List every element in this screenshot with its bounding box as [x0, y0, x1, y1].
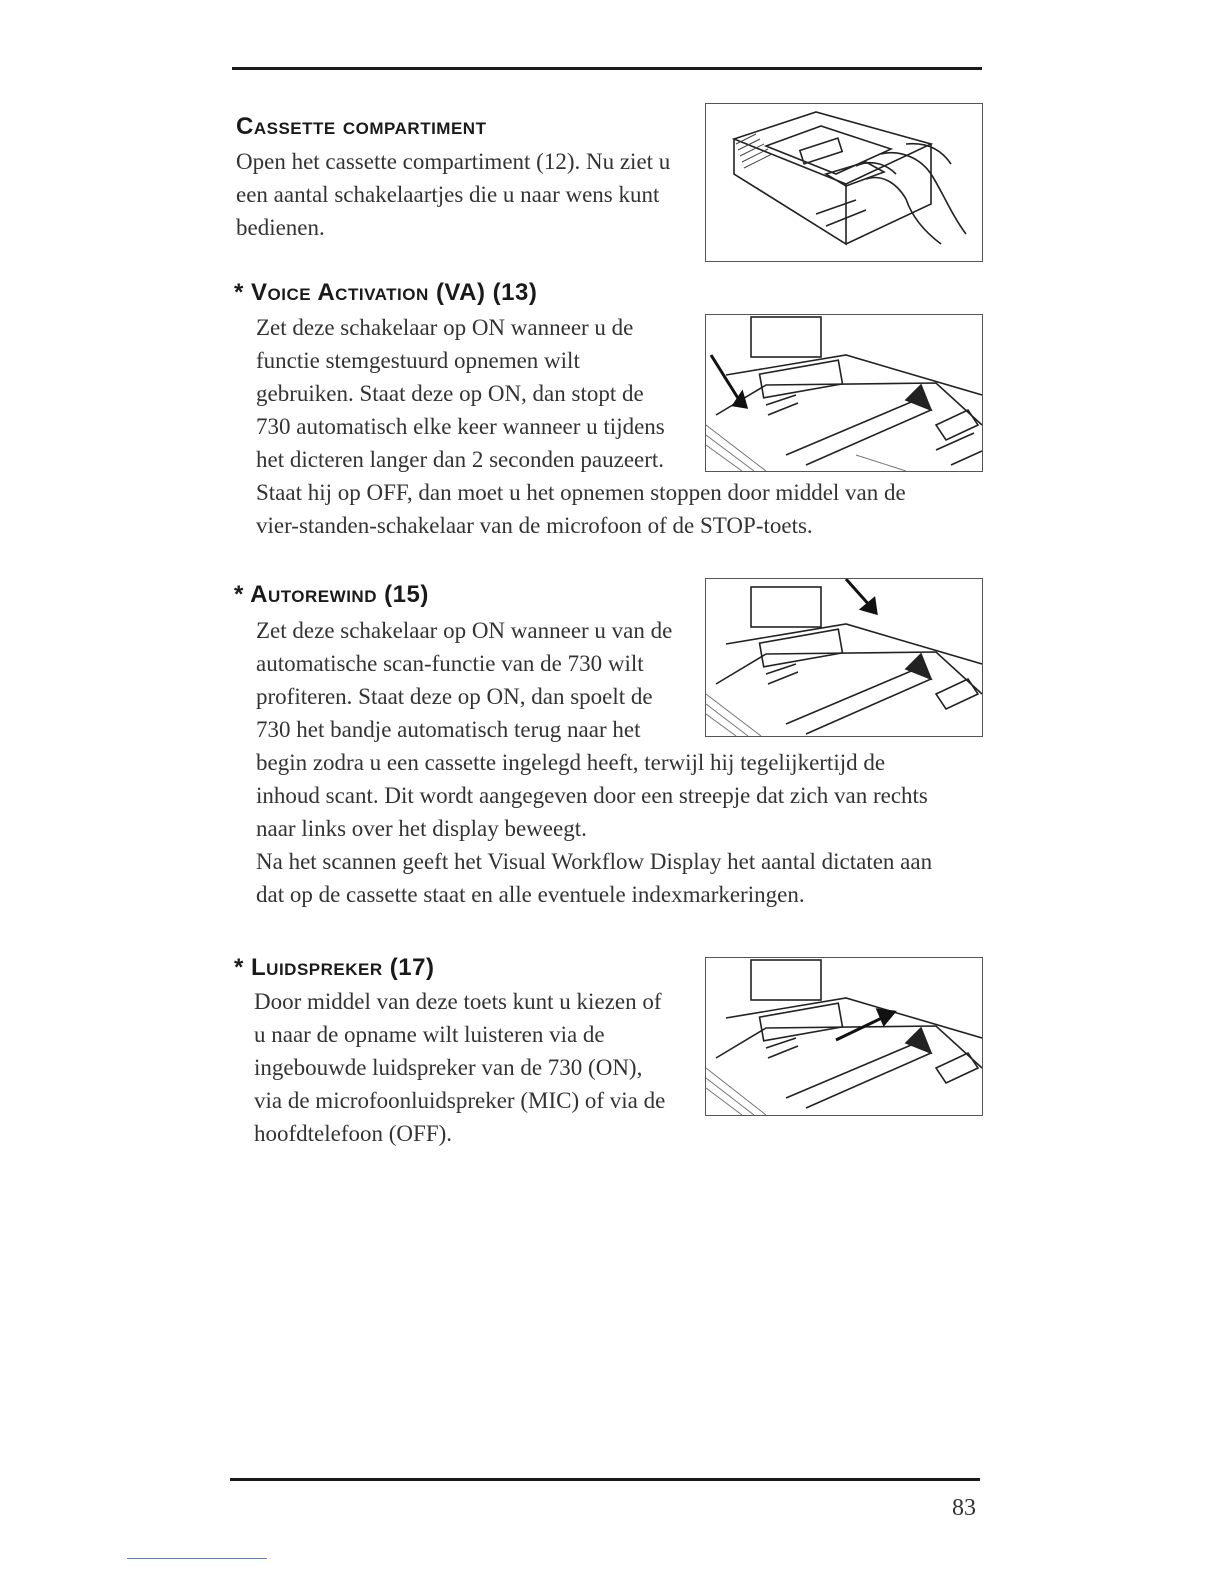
heading-voice-activation: * Voice Activation (VA) (13) — [234, 279, 538, 306]
top-rule — [232, 67, 982, 70]
text-line: via de microfoonluidspreker (MIC) of via de — [254, 1088, 666, 1113]
text-line: profiteren. Staat deze op ON, dan spoelt de — [256, 684, 653, 709]
text-line: begin zodra u een cassette ingelegd heeft, terwijl hij tegelijkertijd de — [256, 750, 886, 775]
text-line: ingebouwde luidspreker van de 730 (ON), — [254, 1055, 643, 1080]
text-line: Zet deze schakelaar op ON wanneer u van de — [256, 618, 673, 643]
text-line: Open het cassette compartiment (12). Nu ziet u — [236, 149, 671, 174]
text-line: automatische scan-functie van de 730 wilt — [256, 651, 644, 676]
figure-autorewind — [705, 578, 983, 737]
text-line: Na het scannen geeft het Visual Workflow Display het aantal dictaten aan — [256, 849, 933, 874]
heading-cassette-compartiment: Cassette compartiment — [236, 113, 487, 140]
bottom-rule — [230, 1478, 980, 1481]
text-line: een aantal schakelaartjes die u naar wens kunt — [236, 182, 660, 207]
text-line: gebruiken. Staat deze op ON, dan stopt de — [256, 381, 644, 406]
text-line: inhoud scant. Dit wordt aangegeven door een streepje dat zich van rechts — [256, 783, 928, 808]
text-line: bedienen. — [236, 215, 325, 240]
text-line: Zet deze schakelaar op ON wanneer u de — [256, 315, 634, 340]
text-line: Staat hij op OFF, dan moet u het opnemen stoppen door middel van de — [256, 480, 906, 505]
heading-luidspreker: * Luidspreker (17) — [234, 954, 435, 981]
figure-luidspreker — [705, 957, 983, 1116]
text-line: u naar de opname wilt luisteren via de — [254, 1022, 605, 1047]
figure-cassette-compartiment — [705, 103, 983, 262]
paragraph-cassette-compartiment — [236, 145, 670, 244]
text-line: dat op de cassette staat en alle eventuele indexmarkeringen. — [256, 882, 805, 907]
text-line: Door middel van deze toets kunt u kiezen of — [254, 989, 662, 1014]
heading-autorewind: * Autorewind (15) — [234, 581, 429, 608]
text-line: 730 het bandje automatisch terug naar het — [256, 717, 641, 742]
paragraph-luidspreker — [254, 985, 665, 1150]
text-line: naar links over het display beweegt. — [256, 816, 587, 841]
text-line: het dicteren langer dan 2 seconden pauzeert. — [256, 447, 665, 472]
voice-activation-switch-illustration — [706, 315, 982, 471]
text-line: 730 automatisch elke keer wanneer u tijdens — [256, 414, 665, 439]
page-number: 83 — [952, 1495, 976, 1521]
text-line: vier-standen-schakelaar van de microfoon of de STOP-toets. — [256, 513, 813, 538]
text-line: hoofdtelefoon (OFF). — [254, 1121, 453, 1146]
dictaphone-open-illustration — [706, 104, 982, 261]
speaker-switch-illustration — [706, 958, 982, 1115]
figure-voice-activation — [705, 314, 983, 472]
autorewind-switch-illustration — [706, 579, 982, 736]
text-line: functie stemgestuurd opnemen wilt — [256, 348, 580, 373]
footnote-separator — [127, 1558, 267, 1559]
